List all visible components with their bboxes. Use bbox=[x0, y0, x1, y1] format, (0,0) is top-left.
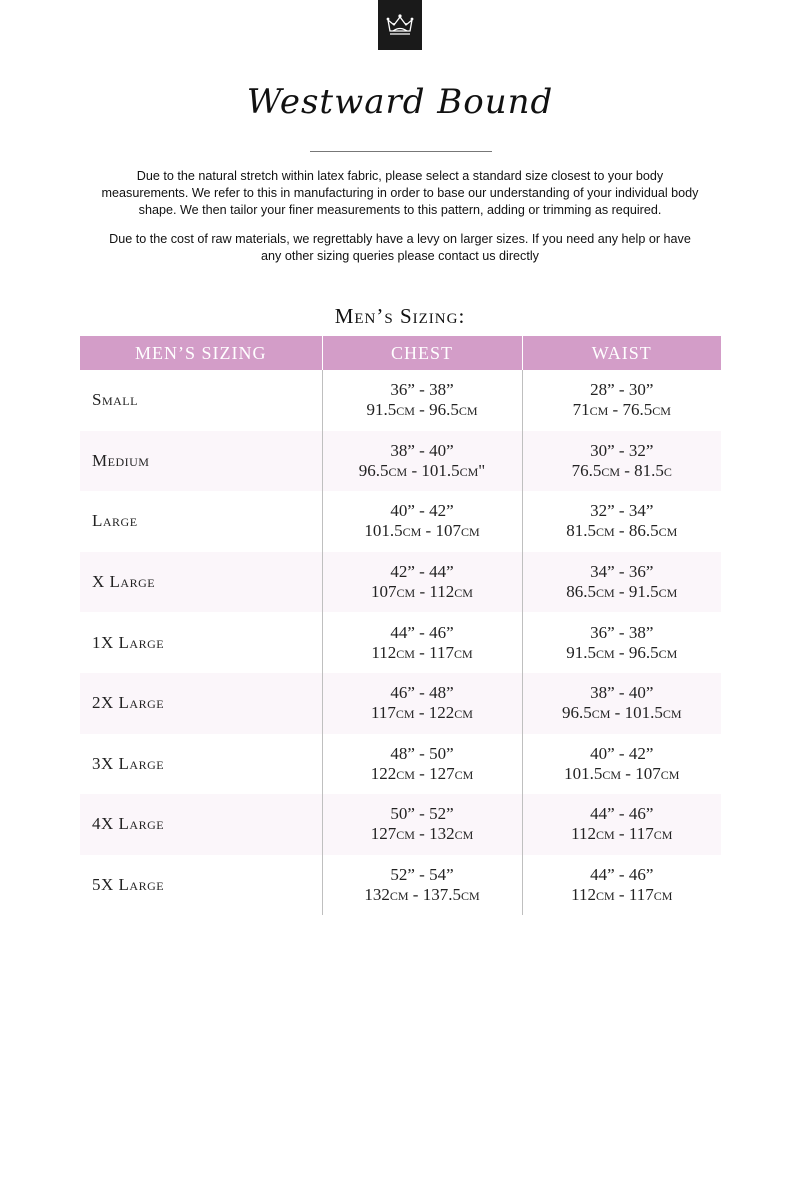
table-row bbox=[80, 673, 721, 734]
size-name: 5X Large bbox=[92, 875, 165, 895]
chest-cm: 91.5cm - 96.5cm bbox=[366, 400, 478, 420]
chest-cell bbox=[322, 491, 522, 552]
size-name: 2X Large bbox=[80, 673, 322, 734]
brand-logo bbox=[378, 0, 422, 50]
chest-cell bbox=[322, 734, 522, 795]
waist-cell bbox=[522, 491, 721, 552]
waist-inches: 44” - 46” bbox=[590, 804, 654, 824]
chest-cell bbox=[322, 431, 522, 492]
chest-inches: 42” - 44” bbox=[390, 562, 454, 582]
waist-cell bbox=[522, 370, 721, 431]
chest-inches: 48” - 50” bbox=[390, 743, 454, 763]
intro-paragraph-fit: Due to the natural stretch within latex fabric, please select a standard size closest to your body measurements. We refer to this in manufacturing in order to base our understanding of your individual body shape. We then tailor your finer measurements to this pattern, adding or trimming as required. bbox=[101, 169, 699, 217]
waist-cell bbox=[522, 794, 721, 855]
size-name: Small bbox=[92, 390, 138, 410]
table-row bbox=[80, 794, 721, 855]
waist-cm: 112cm - 117cm bbox=[571, 824, 673, 844]
table-row bbox=[80, 370, 721, 431]
waist-cm: 81.5cm - 86.5cm bbox=[566, 521, 678, 541]
divider bbox=[310, 151, 492, 152]
size-name: X Large bbox=[80, 552, 322, 613]
chest-inches: 40” - 42” bbox=[390, 501, 454, 521]
waist-inches: 40” - 42” bbox=[590, 743, 654, 763]
size-name: 4X Large bbox=[80, 794, 322, 855]
table-row bbox=[80, 734, 721, 795]
chest-inches: 52” - 54” bbox=[390, 865, 454, 885]
size-name: Large bbox=[92, 511, 138, 531]
section-title: Men’s Sizing: bbox=[334, 304, 466, 328]
table-row bbox=[80, 612, 721, 673]
waist-cell bbox=[522, 855, 721, 916]
size-name: Medium bbox=[80, 431, 322, 492]
waist-cm: 71cm - 76.5cm bbox=[572, 400, 671, 420]
size-name: 1X Large bbox=[92, 632, 165, 652]
waist-cell bbox=[522, 431, 721, 492]
chest-cell bbox=[322, 552, 522, 613]
waist-inches: 38” - 40” bbox=[590, 683, 654, 703]
header-size: MEN’S SIZING bbox=[80, 336, 322, 370]
waist-inches: 32” - 34” bbox=[590, 501, 654, 521]
waist-cell bbox=[522, 734, 721, 795]
chest-cm: 122cm - 127cm bbox=[370, 763, 474, 783]
waist-inches: 34” - 36” bbox=[590, 562, 654, 582]
chest-cm: 132cm - 137.5cm bbox=[364, 885, 480, 905]
size-name: 3X Large bbox=[92, 753, 165, 773]
waist-inches: 28” - 30” bbox=[590, 380, 654, 400]
waist-cm: 101.5cm - 107cm bbox=[564, 763, 680, 783]
chest-inches: 36” - 38” bbox=[390, 380, 454, 400]
chest-inches: 50” - 52” bbox=[390, 804, 454, 824]
chest-cm: 117cm - 122cm bbox=[371, 703, 473, 723]
table-row bbox=[80, 855, 721, 916]
chest-cm: 112cm - 117cm bbox=[371, 642, 473, 662]
waist-cm: 86.5cm - 91.5cm bbox=[566, 582, 678, 602]
crown-icon bbox=[385, 12, 415, 38]
waist-cm: 76.5cm - 81.5c bbox=[571, 460, 672, 480]
waist-cm: 96.5cm - 101.5cm bbox=[561, 703, 682, 723]
waist-inches: 30” - 32” bbox=[590, 440, 654, 460]
header-chest: CHEST bbox=[322, 336, 522, 370]
table-row bbox=[80, 552, 721, 613]
chest-cell bbox=[322, 673, 522, 734]
chest-cm: 96.5cm - 101.5cm" bbox=[358, 460, 486, 480]
waist-cell bbox=[522, 673, 721, 734]
chest-cell bbox=[322, 855, 522, 916]
chest-inches: 44” - 46” bbox=[390, 622, 454, 642]
waist-inches: 44” - 46” bbox=[590, 865, 654, 885]
waist-inches: 36” - 38” bbox=[590, 622, 654, 642]
chest-cm: 107cm - 112cm bbox=[371, 582, 473, 602]
chest-cm: 127cm - 132cm bbox=[370, 824, 474, 844]
waist-cm: 91.5cm - 96.5cm bbox=[566, 642, 678, 662]
waist-cell bbox=[522, 612, 721, 673]
brand-wordmark: Westward Bound bbox=[246, 82, 554, 122]
intro-paragraph-levy: Due to the cost of raw materials, we regrettably have a levy on larger sizes. If you need any help or have any other sizing queries please contact us directly bbox=[109, 232, 691, 263]
header-waist: WAIST bbox=[522, 336, 721, 370]
waist-cell bbox=[522, 552, 721, 613]
chest-cell bbox=[322, 370, 522, 431]
table-row bbox=[80, 431, 721, 492]
waist-cm: 112cm - 117cm bbox=[571, 885, 673, 905]
chest-cell bbox=[322, 794, 522, 855]
table-row bbox=[80, 491, 721, 552]
chest-inches: 38” - 40” bbox=[390, 440, 454, 460]
chest-inches: 46” - 48” bbox=[390, 683, 454, 703]
chest-cm: 101.5cm - 107cm bbox=[364, 521, 480, 541]
table-header-row bbox=[80, 336, 721, 370]
mens-size-table bbox=[80, 336, 721, 915]
chest-cell bbox=[322, 612, 522, 673]
